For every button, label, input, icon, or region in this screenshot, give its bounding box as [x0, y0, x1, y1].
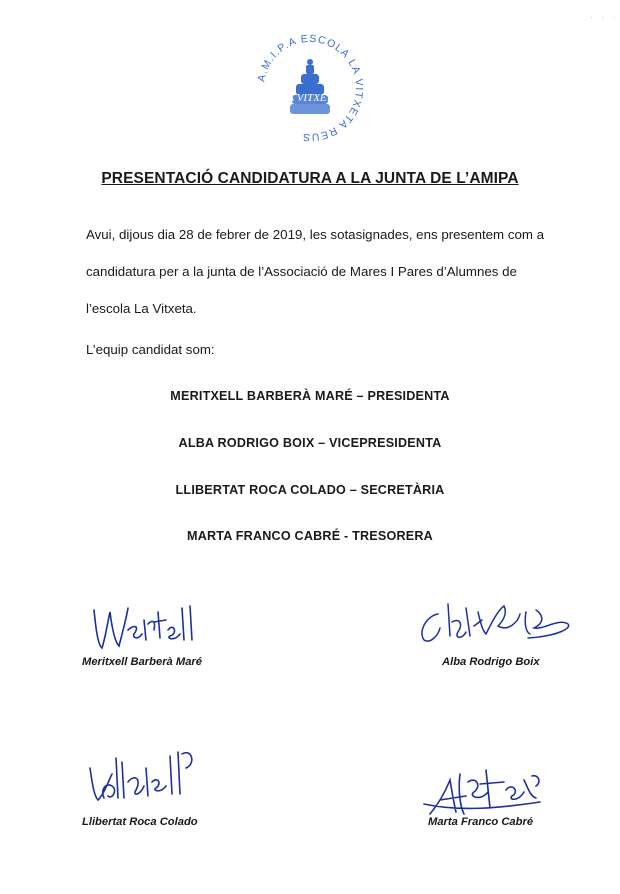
logo-inner-text: LA VITXETA [281, 92, 339, 104]
member-treasurer: MARTA FRANCO CABRÉ - TRESORERA [187, 529, 433, 543]
signature-name-marta: Marta Franco Cabré [428, 816, 534, 828]
member-vicepresident: ALBA RODRIGO BOIX – VICEPRESIDENTA [178, 436, 442, 450]
scan-artifact: · · · [590, 12, 619, 22]
signature-meritxell [82, 590, 252, 680]
castell-figure-icon [290, 59, 330, 114]
signature-alba [408, 592, 578, 682]
amipa-logo [250, 28, 370, 148]
logo-ring-text: A.M.I.P.A ESCOLA LA VITXETA REUS [255, 32, 366, 144]
signature-llibertat [82, 738, 252, 828]
handwritten-signature-alba [408, 592, 578, 682]
signature-name-meritxell: Meritxell Barberà Maré [82, 656, 203, 668]
member-secretary: LLIBERTAT ROCA COLADO – SECRETÀRIA [175, 483, 445, 497]
signature-marta [420, 752, 590, 842]
handwritten-signature-marta [420, 752, 590, 842]
intro-paragraph: Avui, dijous dia 28 de febrer de 2019, les sotasignades, ens presentem com a candidatura per a la junta de l’Associació de Mares I Pares d’Alumnes de l’escola La Vitxeta. [86, 227, 545, 316]
handwritten-signature-llibertat [82, 738, 252, 828]
document-title: PRESENTACIÓ CANDIDATURA A LA JUNTA DE L’AMIPA [101, 170, 519, 187]
member-president: MERITXELL BARBERÀ MARÉ – PRESIDENTA [170, 389, 450, 403]
team-intro: L’equip candidat som: [86, 342, 215, 357]
amipa-logo-icon [250, 28, 370, 148]
signature-name-llibertat: Llibertat Roca Colado [82, 816, 198, 828]
signature-name-alba: Alba Rodrigo Boix [442, 656, 540, 668]
